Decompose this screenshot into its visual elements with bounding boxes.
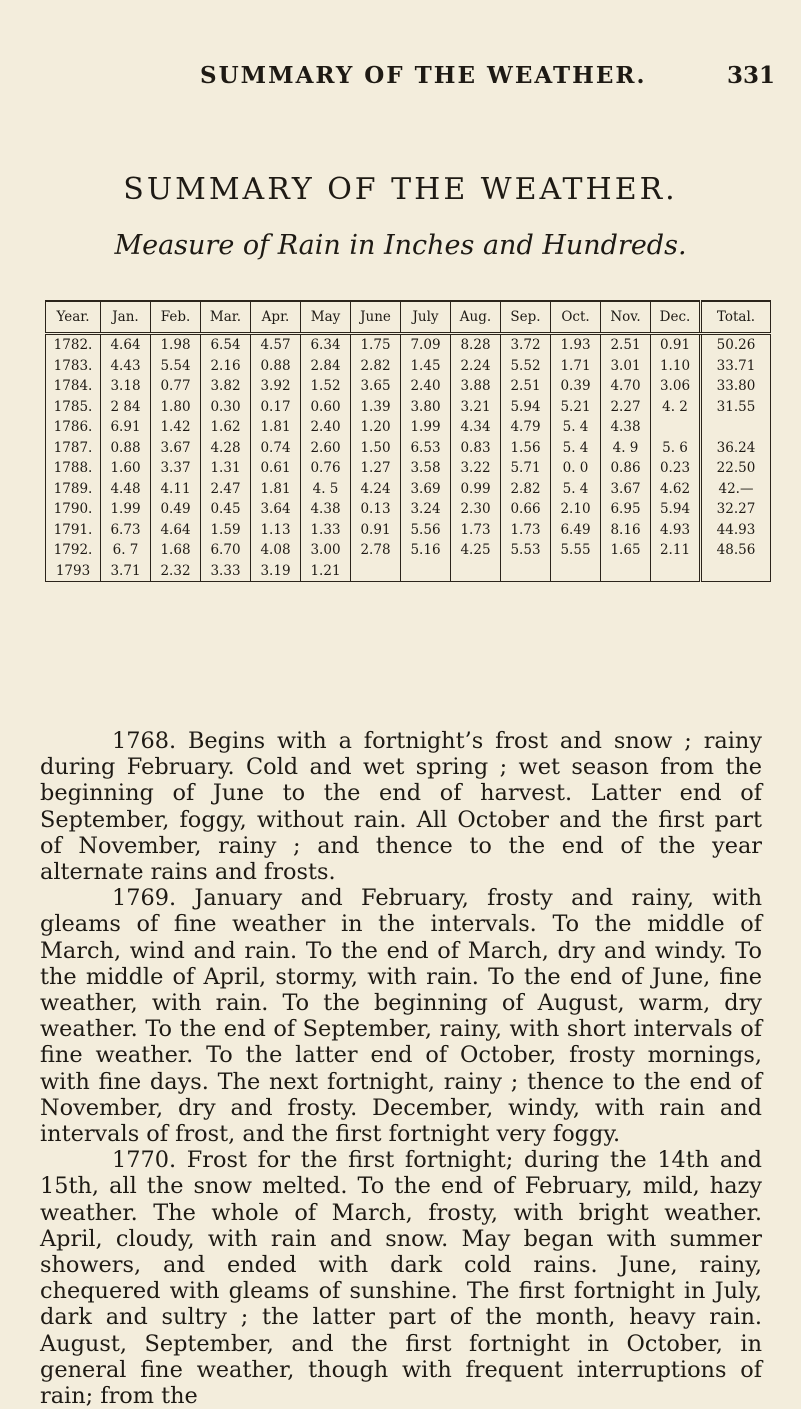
rain-cell: 2.40 — [301, 417, 351, 438]
rain-cell: 7.09 — [401, 334, 451, 356]
narrative — [40, 728, 762, 1409]
rain-cell: 3.01 — [601, 356, 651, 377]
rain-cell: 3.19 — [251, 561, 301, 582]
table-header-row — [46, 301, 771, 334]
rain-cell: 6.49 — [551, 520, 601, 541]
year-cell: 1785. — [46, 397, 101, 418]
rain-cell: 4.11 — [151, 479, 201, 500]
rain-cell: 1.81 — [251, 417, 301, 438]
rain-cell: 0.88 — [251, 356, 301, 377]
column-header: Jan. — [101, 301, 151, 334]
rain-cell: 2.30 — [451, 499, 501, 520]
rain-cell: 0.61 — [251, 458, 301, 479]
rain-cell: 6.34 — [301, 334, 351, 356]
table-row — [46, 499, 771, 520]
rain-cell: 1.99 — [401, 417, 451, 438]
rain-cell: 5.71 — [501, 458, 551, 479]
page-title: SUMMARY OF THE WEATHER. — [123, 172, 678, 207]
year-cell: 1787. — [46, 438, 101, 459]
rain-cell: 3.21 — [451, 397, 501, 418]
table-row — [46, 520, 771, 541]
rain-cell: 4.64 — [151, 520, 201, 541]
rain-cell: 4.48 — [101, 479, 151, 500]
column-header: Nov. — [601, 301, 651, 334]
table-row — [46, 479, 771, 500]
rain-cell: 0.88 — [101, 438, 151, 459]
rain-cell: 2 84 — [101, 397, 151, 418]
total-cell — [701, 561, 771, 582]
rain-cell: 4.34 — [451, 417, 501, 438]
rain-cell: 0.77 — [151, 376, 201, 397]
rain-cell: 5.21 — [551, 397, 601, 418]
rain-cell: 4.38 — [301, 499, 351, 520]
rain-cell: 5. 4 — [551, 417, 601, 438]
running-header — [0, 62, 801, 92]
rain-cell: 1.56 — [501, 438, 551, 459]
table-row — [46, 356, 771, 377]
rain-cell: 6.73 — [101, 520, 151, 541]
year-cell: 1791. — [46, 520, 101, 541]
rain-cell: 1.31 — [201, 458, 251, 479]
rain-cell: 2.24 — [451, 356, 501, 377]
rain-cell: 4.57 — [251, 334, 301, 356]
year-cell: 1788. — [46, 458, 101, 479]
rain-cell: 1.42 — [151, 417, 201, 438]
rain-cell: 1.71 — [551, 356, 601, 377]
rain-cell: 2.51 — [501, 376, 551, 397]
year-cell: 1784. — [46, 376, 101, 397]
rain-cell: 5.54 — [151, 356, 201, 377]
total-cell: 32.27 — [701, 499, 771, 520]
rain-cell: 3.88 — [451, 376, 501, 397]
rain-cell: 3.37 — [151, 458, 201, 479]
rain-cell — [451, 561, 501, 582]
year-cell: 1789. — [46, 479, 101, 500]
rain-cell: 2.27 — [601, 397, 651, 418]
rain-cell: 4.25 — [451, 540, 501, 561]
year-cell: 1783. — [46, 356, 101, 377]
rain-cell: 5.16 — [401, 540, 451, 561]
rain-cell: 1.33 — [301, 520, 351, 541]
rain-cell: 4.08 — [251, 540, 301, 561]
total-cell: 50.26 — [701, 334, 771, 356]
column-header: Mar. — [201, 301, 251, 334]
rain-cell: 4.70 — [601, 376, 651, 397]
rain-cell: 4. 5 — [301, 479, 351, 500]
rain-cell: 0.74 — [251, 438, 301, 459]
rain-cell: 0.66 — [501, 499, 551, 520]
rain-cell: 5. 4 — [551, 438, 601, 459]
rain-cell: 1.81 — [251, 479, 301, 500]
rain-cell — [601, 561, 651, 582]
rain-cell: 6.53 — [401, 438, 451, 459]
rain-cell: 1.50 — [351, 438, 401, 459]
rain-cell: 3.33 — [201, 561, 251, 582]
table-row — [46, 334, 771, 356]
table-row — [46, 561, 771, 582]
rain-cell: 3.71 — [101, 561, 151, 582]
narrative-paragraph: 1770. Frost for the first fortnight; during the 14th and 15th, all the snow melted. To the end of February, mild, hazy weather. The whole of March, frosty, with bright weather. April, cloudy, with rain and snow. May began with summer showers, and ended with dark cold rains. June, rainy, chequered with gleams of sunshine. The first fortnight in July, dark and sultry ; the latter part of the month, heavy rain. August, September, and the first fortnight in October, in general fine weather, though with frequent interruptions of rain; from the — [40, 1147, 762, 1409]
rain-cell: 2.32 — [151, 561, 201, 582]
rain-cell: 0. 0 — [551, 458, 601, 479]
narrative-paragraph: 1768. Begins with a fortnight’s frost and snow ; rainy during February. Cold and wet spring ; wet season from the beginning of June to the end of harvest. Latter end of September, foggy, without rain. All October and the first part of November, rainy ; and thence to the end of the year alternate rains and frosts. — [40, 728, 762, 886]
rain-cell: 6.70 — [201, 540, 251, 561]
table-row — [46, 397, 771, 418]
rain-cell: 1.20 — [351, 417, 401, 438]
total-cell: 44.93 — [701, 520, 771, 541]
rain-cell: 1.52 — [301, 376, 351, 397]
column-header: Apr. — [251, 301, 301, 334]
column-header: June — [351, 301, 401, 334]
rain-cell: 3.22 — [451, 458, 501, 479]
rain-cell: 3.82 — [201, 376, 251, 397]
rain-cell: 6.91 — [101, 417, 151, 438]
rain-cell: 1.73 — [451, 520, 501, 541]
year-cell: 1786. — [46, 417, 101, 438]
table-row — [46, 540, 771, 561]
rain-cell: 4.62 — [651, 479, 701, 500]
rain-cell: 4.79 — [501, 417, 551, 438]
rain-cell: 1.21 — [301, 561, 351, 582]
total-cell: 33.80 — [701, 376, 771, 397]
rain-cell: 4.64 — [101, 334, 151, 356]
rain-cell: 0.39 — [551, 376, 601, 397]
year-cell: 1793 — [46, 561, 101, 582]
rain-cell: 0.17 — [251, 397, 301, 418]
rain-cell: 6. 7 — [101, 540, 151, 561]
rain-cell: 2.82 — [351, 356, 401, 377]
rain-cell: 5.52 — [501, 356, 551, 377]
rain-cell: 3.65 — [351, 376, 401, 397]
rain-cell: 4. 2 — [651, 397, 701, 418]
rain-cell: 5. 6 — [651, 438, 701, 459]
rain-cell: 3.72 — [501, 334, 551, 356]
rain-cell: 2.40 — [401, 376, 451, 397]
rain-cell: 5.56 — [401, 520, 451, 541]
year-cell: 1782. — [46, 334, 101, 356]
rain-cell: 1.93 — [551, 334, 601, 356]
rain-cell: 1.27 — [351, 458, 401, 479]
rain-cell: 1.75 — [351, 334, 401, 356]
rain-cell: 0.60 — [301, 397, 351, 418]
rain-cell: 4.28 — [201, 438, 251, 459]
rain-cell: 4.24 — [351, 479, 401, 500]
rain-cell: 4. 9 — [601, 438, 651, 459]
rain-cell: 8.28 — [451, 334, 501, 356]
column-header: Aug. — [451, 301, 501, 334]
rain-cell: 3.06 — [651, 376, 701, 397]
rain-cell: 5.94 — [651, 499, 701, 520]
rain-cell: 0.86 — [601, 458, 651, 479]
table-body — [46, 334, 771, 582]
column-header: Year. — [46, 301, 101, 334]
rain-cell: 5.55 — [551, 540, 601, 561]
page-number: 331 — [727, 62, 776, 89]
rain-cell: 6.95 — [601, 499, 651, 520]
rain-cell: 1.60 — [101, 458, 151, 479]
total-cell: 36.24 — [701, 438, 771, 459]
rain-cell: 1.68 — [151, 540, 201, 561]
rain-cell: 6.54 — [201, 334, 251, 356]
rain-cell: 1.80 — [151, 397, 201, 418]
column-header: Oct. — [551, 301, 601, 334]
rain-cell: 0.23 — [651, 458, 701, 479]
rain-cell: 2.78 — [351, 540, 401, 561]
rain-cell: 2.16 — [201, 356, 251, 377]
rain-cell: 3.64 — [251, 499, 301, 520]
table-row — [46, 458, 771, 479]
rain-cell: 5. 4 — [551, 479, 601, 500]
rain-cell: 3.80 — [401, 397, 451, 418]
rain-cell: 3.58 — [401, 458, 451, 479]
rain-cell: 4.43 — [101, 356, 151, 377]
rain-cell — [351, 561, 401, 582]
rain-cell: 0.99 — [451, 479, 501, 500]
column-header: Total. — [701, 301, 771, 334]
rain-cell: 5.94 — [501, 397, 551, 418]
rain-cell: 0.76 — [301, 458, 351, 479]
rain-cell: 0.45 — [201, 499, 251, 520]
rain-cell: 1.65 — [601, 540, 651, 561]
rain-cell: 0.13 — [351, 499, 401, 520]
total-cell: 48.56 — [701, 540, 771, 561]
rain-cell: 5.53 — [501, 540, 551, 561]
rain-cell: 0.91 — [351, 520, 401, 541]
table-row — [46, 376, 771, 397]
table-row — [46, 417, 771, 438]
column-header: Sep. — [501, 301, 551, 334]
rain-cell — [651, 561, 701, 582]
rain-cell: 2.60 — [301, 438, 351, 459]
narrative-paragraph: 1769. January and February, frosty and rainy, with gleams of fine weather in the intervals. To the middle of March, wind and rain. To the end of March, dry and windy. To the middle of April, stormy, with rain. To the end of June, fine weather, with rain. To the beginning of August, warm, dry weather. To the end of September, rainy, with short intervals of fine weather. To the latter end of October, frosty mornings, with fine days. The next fortnight, rainy ; thence to the end of November, dry and frosty. December, windy, with rain and intervals of frost, and the first fortnight very foggy. — [40, 885, 762, 1148]
rain-cell: 8.16 — [601, 520, 651, 541]
rain-cell: 2.82 — [501, 479, 551, 500]
total-cell — [701, 417, 771, 438]
rain-cell: 1.62 — [201, 417, 251, 438]
rain-cell: 0.49 — [151, 499, 201, 520]
page-subtitle: Measure of Rain in Inches and Hundreds. — [114, 230, 687, 261]
rain-cell: 2.51 — [601, 334, 651, 356]
table-row — [46, 438, 771, 459]
rain-cell: 4.38 — [601, 417, 651, 438]
rain-cell: 0.91 — [651, 334, 701, 356]
rain-cell: 3.92 — [251, 376, 301, 397]
rain-cell: 3.00 — [301, 540, 351, 561]
rain-cell — [651, 417, 701, 438]
rain-cell — [551, 561, 601, 582]
rain-cell: 1.39 — [351, 397, 401, 418]
rain-cell: 1.98 — [151, 334, 201, 356]
rain-cell: 1.45 — [401, 356, 451, 377]
rain-cell: 1.99 — [101, 499, 151, 520]
column-header: Feb. — [151, 301, 201, 334]
total-cell: 42.— — [701, 479, 771, 500]
rain-cell: 0.30 — [201, 397, 251, 418]
rain-table — [45, 300, 771, 582]
rain-cell: 0.83 — [451, 438, 501, 459]
rain-cell — [501, 561, 551, 582]
total-cell: 22.50 — [701, 458, 771, 479]
rain-cell: 1.10 — [651, 356, 701, 377]
rain-cell: 1.73 — [501, 520, 551, 541]
column-header: May — [301, 301, 351, 334]
rain-cell: 3.69 — [401, 479, 451, 500]
rain-cell: 2.10 — [551, 499, 601, 520]
rain-cell — [401, 561, 451, 582]
rain-cell: 3.24 — [401, 499, 451, 520]
column-header: Dec. — [651, 301, 701, 334]
total-cell: 31.55 — [701, 397, 771, 418]
rain-cell: 3.18 — [101, 376, 151, 397]
column-header: July — [401, 301, 451, 334]
rain-cell: 3.67 — [151, 438, 201, 459]
rain-cell: 4.93 — [651, 520, 701, 541]
running-title: SUMMARY OF THE WEATHER. — [200, 62, 647, 89]
year-cell: 1790. — [46, 499, 101, 520]
rain-cell: 2.84 — [301, 356, 351, 377]
total-cell: 33.71 — [701, 356, 771, 377]
rain-cell: 3.67 — [601, 479, 651, 500]
rain-cell: 2.11 — [651, 540, 701, 561]
rain-cell: 1.59 — [201, 520, 251, 541]
year-cell: 1792. — [46, 540, 101, 561]
rain-cell: 1.13 — [251, 520, 301, 541]
rain-cell: 2.47 — [201, 479, 251, 500]
